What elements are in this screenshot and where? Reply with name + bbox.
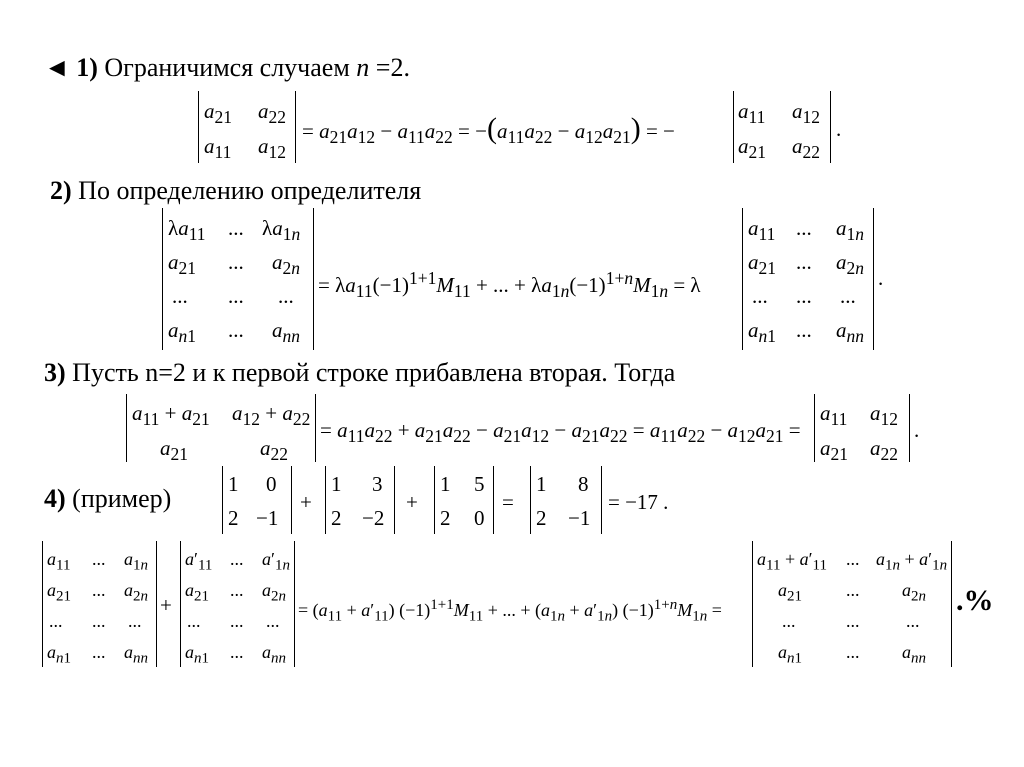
- det-entry: ...: [92, 580, 106, 600]
- det-entry: ...: [230, 580, 244, 600]
- det-entry: $a_{21}$: [168, 250, 196, 279]
- period: .: [878, 266, 884, 290]
- equals-sign: =: [502, 490, 514, 514]
- det-entry: $a_{nn}$: [272, 318, 300, 347]
- item-2-number: 2): [50, 176, 72, 205]
- det-entry: $a_{11} + a_{21}$: [132, 401, 210, 430]
- det-entry: $a_{22}$: [260, 436, 288, 465]
- det-entry: $a_{n1}$: [748, 318, 776, 347]
- det-entry: $a_{1n}$: [836, 216, 864, 245]
- det-entry: $a_{21}$: [820, 436, 848, 465]
- det-entry: $a_{2n}$: [124, 580, 148, 605]
- item-1-heading: [44, 53, 410, 83]
- det-entry: ...: [906, 611, 920, 631]
- det-entry: ...: [796, 250, 812, 274]
- det-entry: $a_{n1}$: [168, 318, 196, 347]
- result: = −17 .: [608, 490, 669, 514]
- det-entry: $a_{2n}$: [262, 580, 286, 605]
- det-entry: ...: [266, 611, 280, 631]
- det-entry: $a_{22}$: [870, 436, 898, 465]
- det-entry: 5: [474, 472, 485, 496]
- formula-3: = $a_{11}a_{22} + a_{21}a_{22} - a_{21}a_{12} - a_{21}a_{22} = a_{11}a_{22} - a_{12}a_{21}$ =: [320, 418, 801, 447]
- det-entry: ...: [228, 318, 244, 342]
- item-1-number: 1): [76, 53, 98, 82]
- item-3-text: Пусть n=2 и к первой строке прибавлена вторая. Тогда: [72, 358, 676, 387]
- det-entry: $a_{21}$: [185, 580, 209, 605]
- period: .: [914, 418, 920, 442]
- item-1-var: n: [356, 53, 370, 82]
- det-entry: $a_{nn}$: [902, 642, 926, 667]
- period: .: [836, 117, 842, 141]
- det-entry: $a_{21}$: [748, 250, 776, 279]
- det-entry: ...: [228, 216, 244, 240]
- det-entry: $a_{11}$: [820, 401, 848, 430]
- det-entry: ...: [128, 611, 142, 631]
- det-entry: $a_{21}$: [778, 580, 802, 605]
- det-entry: $a_{12}$: [258, 134, 286, 163]
- item-2-text: По определению определителя: [78, 176, 422, 205]
- det-entry: 0: [474, 506, 485, 530]
- det-entry: ...: [846, 549, 860, 569]
- det-entry: 3: [372, 472, 383, 496]
- det-entry: ...: [846, 580, 860, 600]
- det-entry: $a_{2n}$: [836, 250, 864, 279]
- det-entry: ...: [230, 549, 244, 569]
- det-entry: $a_{1n} + a'_{1n}$: [876, 549, 948, 574]
- item-4-number: 4): [44, 484, 66, 513]
- det-entry: ...: [782, 611, 796, 631]
- det-entry: $a_{21}$: [47, 580, 71, 605]
- det-entry: ...: [846, 642, 860, 662]
- det-entry: −1: [568, 506, 591, 530]
- det-entry: ...: [752, 284, 768, 308]
- det-entry: ...: [796, 216, 812, 240]
- item-1-text: Ограничимся случаем: [104, 53, 350, 82]
- det-entry: ...: [49, 611, 63, 631]
- det-entry: ...: [92, 549, 106, 569]
- plus-sign: +: [406, 490, 418, 514]
- det-entry: $a_{12} + a_{22}$: [232, 401, 311, 430]
- det-entry: ...: [92, 611, 106, 631]
- det-entry: ...: [92, 642, 106, 662]
- det-entry: 8: [578, 472, 589, 496]
- item-3-number: 3): [44, 358, 66, 387]
- det-entry: 1: [331, 472, 342, 496]
- det-entry: $a_{21}$: [160, 436, 188, 465]
- det-entry: ...: [228, 250, 244, 274]
- formula-5: = $(a_{11} + a'_{11}) (-1)^{1+1}M_{11}$ + ... + $(a_{1n} + a'_{1n}) (-1)^{1+n}M_{1n}$ =: [298, 597, 722, 625]
- item-1-tail: =2.: [375, 53, 410, 82]
- item-3-heading: [44, 358, 675, 388]
- det-entry: $a'_{1n}$: [262, 549, 290, 574]
- det-entry: ...: [846, 611, 860, 631]
- marker: ◄: [44, 53, 70, 82]
- det-entry: −1: [256, 506, 279, 530]
- det-entry: $a'_{11}$: [185, 549, 213, 574]
- det-entry: ...: [278, 284, 294, 308]
- det-entry: 2: [228, 506, 239, 530]
- det-entry: ...: [840, 284, 856, 308]
- det-entry: 1: [228, 472, 239, 496]
- end-marker: .%: [956, 584, 994, 617]
- det-entry: $a_{21}$: [204, 99, 232, 128]
- det-entry: 2: [440, 506, 451, 530]
- item-4-text: (пример): [72, 484, 172, 513]
- det-entry: $a_{11}$: [748, 216, 776, 245]
- det-entry: ...: [796, 318, 812, 342]
- det-entry: $a_{22}$: [792, 134, 820, 163]
- det-entry: $a_{n1}$: [185, 642, 209, 667]
- det-entry: 0: [266, 472, 277, 496]
- det-entry: 2: [331, 506, 342, 530]
- det-entry: 1: [536, 472, 547, 496]
- plus-sign: +: [160, 593, 172, 617]
- det-entry: $\lambda a_{1n}$: [262, 216, 301, 245]
- det-entry: ...: [187, 611, 201, 631]
- det-entry: ...: [228, 284, 244, 308]
- det-entry: $a_{12}$: [870, 401, 898, 430]
- det-entry: ...: [230, 642, 244, 662]
- plus-sign: +: [300, 490, 312, 514]
- det-entry: $a_{11} + a'_{11}$: [757, 549, 827, 574]
- det-entry: $a_{12}$: [792, 99, 820, 128]
- det-entry: $a_{1n}$: [124, 549, 148, 574]
- det-entry: $a_{22}$: [258, 99, 286, 128]
- det-entry: $a_{11}$: [47, 549, 71, 574]
- det-entry: $a_{11}$: [738, 99, 766, 128]
- det-entry: $a_{n1}$: [778, 642, 802, 667]
- det-entry: 1: [440, 472, 451, 496]
- det-entry: $a_{nn}$: [124, 642, 148, 667]
- det-entry: $a_{n1}$: [47, 642, 71, 667]
- det-entry: ...: [172, 284, 188, 308]
- det-entry: $a_{nn}$: [836, 318, 864, 347]
- item-4-heading: [44, 484, 171, 514]
- det-entry: ...: [796, 284, 812, 308]
- det-entry: $a_{2n}$: [902, 580, 926, 605]
- det-entry: $a_{21}$: [738, 134, 766, 163]
- formula-1: = $a_{21}a_{12} - a_{11}a_{22} = -(a_{11}a_{22} - a_{12}a_{21})$ = −: [302, 112, 675, 148]
- formula-2: = $\lambda a_{11}(-1)^{1+1}M_{11}$ + ... + $\lambda a_{1n}(-1)^{1+n}M_{1n} = \lambda$: [318, 268, 701, 302]
- det-entry: ...: [230, 611, 244, 631]
- det-entry: $a_{2n}$: [272, 250, 300, 279]
- det-entry: $a_{11}$: [204, 134, 232, 163]
- det-entry: $a_{nn}$: [262, 642, 286, 667]
- det-entry: −2: [362, 506, 385, 530]
- item-2-heading: [50, 176, 421, 206]
- det-entry: $\lambda a_{11}$: [168, 216, 206, 245]
- det-entry: 2: [536, 506, 547, 530]
